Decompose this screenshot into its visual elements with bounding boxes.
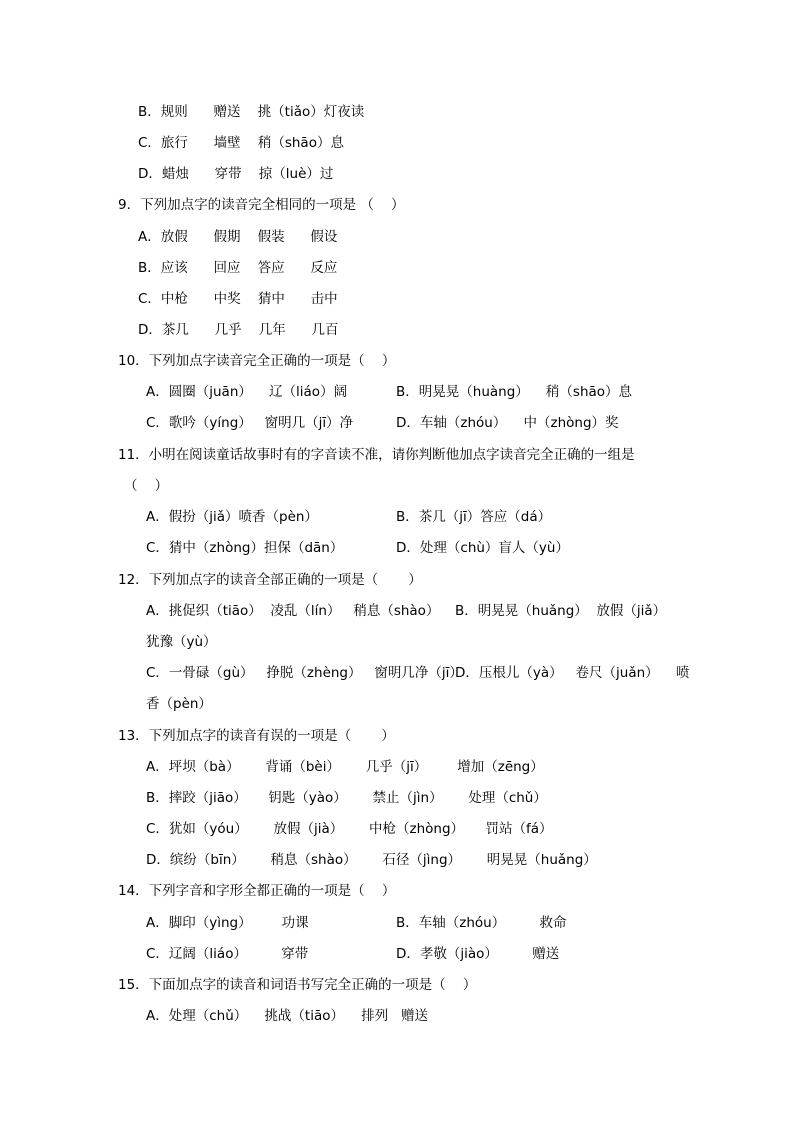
q9-option-b: B．应该 回应 答应 反应 [138,260,338,276]
q9-stem: 9．下列加点字的读音完全相同的一项是 （ ） [118,197,405,213]
q8-option-c: C．旅行 墙壁 稍（shāo）息 [138,135,344,151]
q14-stem: 14．下列字音和字形全都正确的一项是（ ） [118,883,396,899]
q13-option-c: C．犹如（yóu） 放假（jià） 中枪（zhòng） 罚站（fá） [146,821,553,837]
q12-option-c: C．一骨碌（gù） 挣脱（zhèng） 窗明几净（jī） [146,665,463,681]
q13-option-a: A．坪坝（bà） 背诵（bèi） 几乎（jī） 增加（zēng） [146,759,544,775]
q10-option-c: C．歌吟（yíng） 窗明几（jī）净 [146,415,354,431]
q15-stem: 15．下面加点字的读音和词语书写完全正确的一项是（ ） [118,977,477,993]
q10-option-a: A．圆圈（juān） 辽（liáo）阔 [146,384,348,400]
q14-option-a: A．脚印（yìng） 功课 [146,915,309,931]
q11-option-b: B．茶几（jī）答应（dá） [396,509,552,525]
q10-stem: 10．下列加点字读音完全正确的一项是（ ） [118,353,396,369]
q12-stem: 12．下列加点字的读音全部正确的一项是（ ） [118,572,422,588]
q12-option-d-continued: 香（pèn） [146,696,212,712]
q12-option-a: A．挑促织（tiāo） 凌乱（lín） 稍息（shào） [146,603,440,619]
q13-option-b: B．摔跤（jiāo） 钥匙（yào） 禁止（jìn） 处理（chǔ） [146,790,547,806]
q14-option-b: B．车轴（zhóu） 救命 [396,915,567,931]
q13-stem: 13．下列加点字的读音有误的一项是（ ） [118,728,395,744]
q14-option-d: D．孝敬（jiào） 赠送 [396,946,560,962]
q15-option-a: A．处理（chǔ） 挑战（tiāo） 排列 赠送 [146,1008,429,1024]
q10-option-b: B．明晃晃（huàng） 稍（shāo）息 [396,384,633,400]
q9-option-a: A．放假 假期 假装 假设 [138,229,338,245]
q12-option-b: B．明晃晃（huǎng） 放假（jiǎ） [455,603,667,619]
q11-option-d: D．处理（chù）盲人（yù） [396,540,569,556]
q14-option-c: C．辽阔（liáo） 穿带 [146,946,309,962]
q11-option-c: C．猜中（zhòng）担保（dān） [146,540,344,556]
q8-option-d: D．蜡烛 穿带 掠（luè）过 [138,166,334,182]
q11-stem: 11．小明在阅读童话故事时有的字音读不准，请你判断他加点字读音完全正确的一组是 [118,447,635,463]
q9-option-d: D．茶几 几乎 几年 几百 [138,322,339,338]
q12-option-a-continued: 犹豫（yù） [146,634,217,650]
q11-answer-paren: （ ） [124,478,169,494]
q9-option-c: C．中枪 中奖 猜中 击中 [138,291,338,307]
q11-option-a: A．假扮（jiǎ）喷香（pèn） [146,509,318,525]
q13-option-d: D．缤纷（bīn） 稍息（shào） 石径（jìng） 明晃晃（huǎng） [146,852,597,868]
q8-option-b: B．规则 赠送 挑（tiǎo）灯夜读 [138,104,365,120]
q12-option-d: D．压根儿（yà） 卷尺（juǎn） 喷 [455,665,690,681]
q10-option-d: D．车轴（zhóu） 中（zhòng）奖 [396,415,619,431]
